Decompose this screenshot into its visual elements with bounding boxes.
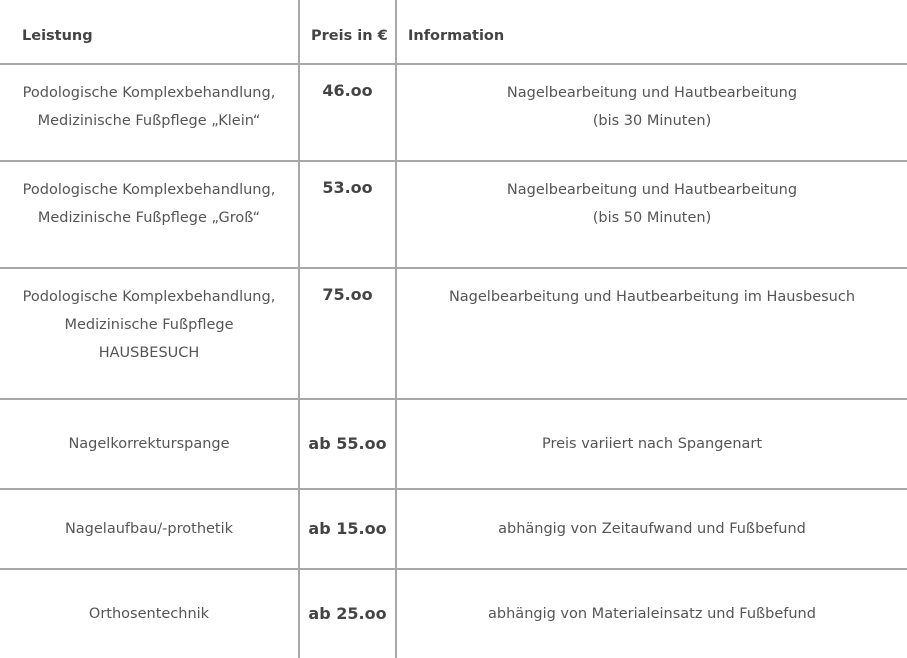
service-line: Medizinische Fußpflege [64, 316, 234, 333]
price-cell: ab 25.oo [299, 569, 396, 658]
information-line: (bis 50 Minuten) [592, 210, 712, 227]
service-line: Nagelaufbau/-prothetik [64, 521, 234, 538]
price-cell: ab 15.oo [299, 489, 396, 568]
table-row [0, 399, 907, 489]
table-header-row [0, 0, 907, 64]
information-line: (bis 30 Minuten) [592, 113, 712, 129]
column-header-service: Leistung [0, 0, 299, 64]
column-header-price: Preis in € [299, 0, 396, 64]
information-line: abhängig von Materialeinsatz und Fußbefund [488, 605, 816, 622]
information-cell [396, 399, 907, 489]
service-line: Nagelkorrekturspange [68, 436, 230, 453]
information-cell [396, 569, 907, 658]
information-line: abhängig von Zeitaufwand und Fußbefund [498, 521, 806, 538]
service-line: HAUSBESUCH [98, 344, 200, 361]
service-line: Podologische Komplexbehandlung, [22, 182, 276, 199]
service-line: Podologische Komplexbehandlung, [22, 85, 276, 101]
table-row [0, 64, 907, 161]
service-line: Orthosentechnik [88, 605, 210, 622]
column-header-information: Information [396, 0, 907, 64]
information-line: Nagelbearbeitung und Hautbearbeitung [506, 85, 798, 101]
service-cell [0, 569, 299, 658]
service-cell [0, 64, 299, 161]
service-cell [0, 399, 299, 489]
price-cell: 46.oo [299, 64, 396, 161]
information-cell [396, 64, 907, 161]
information-line: Nagelbearbeitung und Hautbearbeitung [506, 182, 798, 199]
table-row [0, 161, 907, 267]
table-row [0, 268, 907, 399]
service-line: Medizinische Fußpflege „Klein“ [37, 113, 261, 129]
table-row [0, 569, 907, 658]
service-line: Podologische Komplexbehandlung, [22, 288, 276, 305]
service-cell [0, 161, 299, 267]
information-line: Preis variiert nach Spangenart [541, 436, 763, 453]
information-cell [396, 161, 907, 267]
table-row [0, 489, 907, 568]
information-cell [396, 268, 907, 399]
service-cell [0, 489, 299, 568]
service-cell [0, 268, 299, 399]
service-line: Medizinische Fußpflege „Groß“ [37, 210, 261, 227]
information-cell [396, 489, 907, 568]
price-cell: ab 55.oo [299, 399, 396, 489]
information-line: Nagelbearbeitung und Hautbearbeitung im Hausbesuch [448, 288, 856, 305]
price-cell: 53.oo [299, 161, 396, 267]
price-cell: 75.oo [299, 268, 396, 399]
